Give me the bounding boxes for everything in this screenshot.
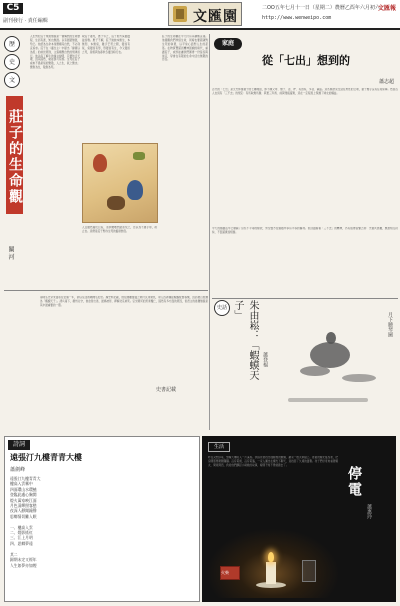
poem-line: 二、燈影搖紅 (10, 530, 33, 536)
page-number: C5 (3, 3, 23, 14)
qichu-author: 蕭志超 (378, 79, 394, 85)
paper-brand: 文匯報 (377, 5, 396, 12)
masthead-logo-icon (173, 6, 187, 22)
page-header (0, 0, 400, 30)
qichu-body: 古代的「七出」是丈夫休棄妻子的七種理由，即不順父母、無子、淫、妒、有惡疾、多言、竊盜。這些條款完全站在男性的立場，妻子幾乎沒有任何保障。然而古人也設有「三不去」的規定：有所取無所歸、與更三年喪、前貧賤後富貴，這在一定程度上保護了婦女的權益。 (212, 88, 398, 95)
inkwash-painting-image (280, 302, 396, 432)
zhuangzi-column-tags (4, 36, 22, 90)
glass-icon (302, 560, 316, 582)
painting-figure (127, 180, 143, 200)
poetry-column-badge: 詩詞 (8, 440, 30, 450)
zhu-author: 蕭登福 (262, 352, 268, 367)
issue-date: 二OO五年七月十一日（星期二）農曆乙酉年六月初六 (262, 5, 380, 11)
zhuangzi-article-title[interactable]: 莊子的生命觀 (6, 96, 23, 214)
poem-line: 樓高入雲霧中 (10, 481, 33, 487)
masthead (168, 2, 242, 26)
painting-figure (133, 152, 145, 160)
poem-line: 人生如夢亦如煙 (10, 562, 37, 568)
section-label: 副刊發行 · 責任編輯 (3, 18, 48, 24)
qichu-article-title[interactable]: 從「七出」想到的 (262, 54, 350, 67)
poem-line: 其二 (10, 551, 18, 557)
poem-line: 遠張汀九樓青青大 (10, 476, 41, 481)
poem-line: 燈火萬家映江面 (10, 497, 37, 503)
flame-icon (268, 552, 274, 562)
qichu-body: 今天的婚姻法早已廢除了這些不平等的條款，男女雙方在婚姻中享有平等的權利。但回頭看看「三不去」的精神，仍有值得借鑒之處：夫妻共患難，應當相互扶持，不因富貴而相棄。 (212, 227, 398, 234)
section-divider (4, 290, 208, 291)
section-divider (212, 298, 398, 299)
poem-line: 夜深人靜聞鐘聲 (10, 508, 37, 514)
ink-figure (342, 374, 376, 382)
ink-figure (288, 398, 368, 402)
website-url[interactable]: http://www.wenweipo.com (262, 15, 332, 21)
column-divider (209, 34, 210, 430)
zhuangzi-body: 故莊子妻死，惠子弔之，莊子則方箕踞鼓盆而歌。惠子不解，莊子說她本無生，本無形，本無氣，雜乎芒芴之間，變而有氣，氣變而有形，形變而有生，今又變而之死，是相與為春秋冬夏四時行也。 (82, 35, 130, 54)
zhuangzi-body: 人生對於莊子來說無疑是一個偶然的生命歷程，生而有涯，知也無涯。以有涯隨無涯，殆已。他認為生命本身應順其自然，不必刻意追求。莊子在《養生主》中提出「緣督以為經」的處世原則，主張順應自然的規律而行。他以庖丁解牛的寓言說明，只要依乎天理，因其固然，就能游刃有餘。生死在莊子看來不過是氣的聚散，人之生，氣之聚也；聚則為生，散則為死。 (30, 35, 80, 70)
painting-figure (93, 154, 107, 172)
zhuangzi-body: 莊子的生命觀在今天仍有其積極意義。他提醒我們珍惜生命，同時也要超越對生死的執著，以平常心面對人生的起落。在物質豐富而精神困頓的時代，重讀莊子，或許能讓我們獲得一份從容與淡定，學會在有限的生命中活出無限的自在。 (162, 35, 208, 62)
column-tag: 歷 (4, 36, 20, 52)
painting-caption: 月下聽琴圖 (387, 312, 393, 337)
ink-figure (310, 342, 350, 368)
blackout-body: 昨夜突然停電，整幢大樓陷入一片漆黑。我摸索著找出抽屜裡的蠟燭，劃亮一根火柴點上。昏黃的燭光搖曳著，把房間照得朦朦朧朧。沒有電視，沒有電腦，一家人圍坐在燭光下聊天，竟找回了久違的溫馨。孩子們好奇地看著燭火，問東問西，我給他們講起小時候的故事，時間不知不覺就過去了。 (208, 456, 338, 467)
zhuangzi-author: 關 河 (7, 246, 14, 260)
matchbox-label: 火柴 (221, 570, 229, 575)
column-tag: 史 (4, 54, 20, 70)
zhu-body: 南明弘光帝朱由崧在位僅一年，卻以荒淫昏聵聞名於世。據史料記載，他在國難當頭之際仍沉迷聲色，命人四處捕捉蝦蟆配製春藥，因而被百姓譏為「蝦蟆天子」。清兵南下，揚州失守，他倉皇出逃，最終被俘，押解北京處死。弘光朝廷的迅速覆亡，固然有多方面的原因，但君主的昏庸無疑是其中最重要的一環。 (40, 296, 208, 307)
history-record-label: 史書記載 (156, 387, 177, 393)
ink-figure (300, 366, 330, 376)
column-tag: 文 (4, 72, 20, 88)
poem-line: 四面環山水環繞 (10, 486, 37, 492)
blackout-author: 蕭惠玲 (366, 504, 372, 519)
poem-line: 思鄉情切難入眠 (10, 513, 37, 519)
poem-line: 四、思鄉夢遠 (10, 540, 33, 546)
poem-line: 登臨此處心胸開 (10, 492, 37, 498)
history-column-badge: 史話 (214, 300, 230, 316)
ancient-painting-image (82, 143, 158, 223)
candle-photo-image (206, 528, 340, 598)
poem-title[interactable]: 遠張汀九樓青青大樓 (10, 452, 82, 462)
blackout-article-title[interactable]: 停電 (346, 466, 362, 498)
ink-figure (326, 332, 336, 344)
painting-figure (107, 196, 125, 210)
family-column-badge: 家庭 (214, 38, 242, 50)
zhu-article-title[interactable]: 朱由崧：「蝦蟆天子」 (232, 300, 258, 380)
life-column-badge: 生活 (208, 442, 230, 452)
masthead-title: 文匯園 (193, 9, 238, 25)
poem-line: 歸期未定又經年 (10, 557, 37, 563)
zhuangzi-body: 人且偃然寢於巨室，而我噭噭然隨而哭之，自以為不通乎命，故止也。這便是莊子對待生死的豁達態度。 (82, 226, 157, 233)
poem-lines (10, 476, 110, 596)
poem-author: 蕭劍峰 (10, 467, 26, 473)
candle-icon (266, 562, 276, 584)
poem-line: 三、江上月明 (10, 535, 33, 541)
poem-line: 一、樓高入雲 (10, 524, 33, 530)
poem-line: 月色清輝照客愁 (10, 503, 37, 509)
